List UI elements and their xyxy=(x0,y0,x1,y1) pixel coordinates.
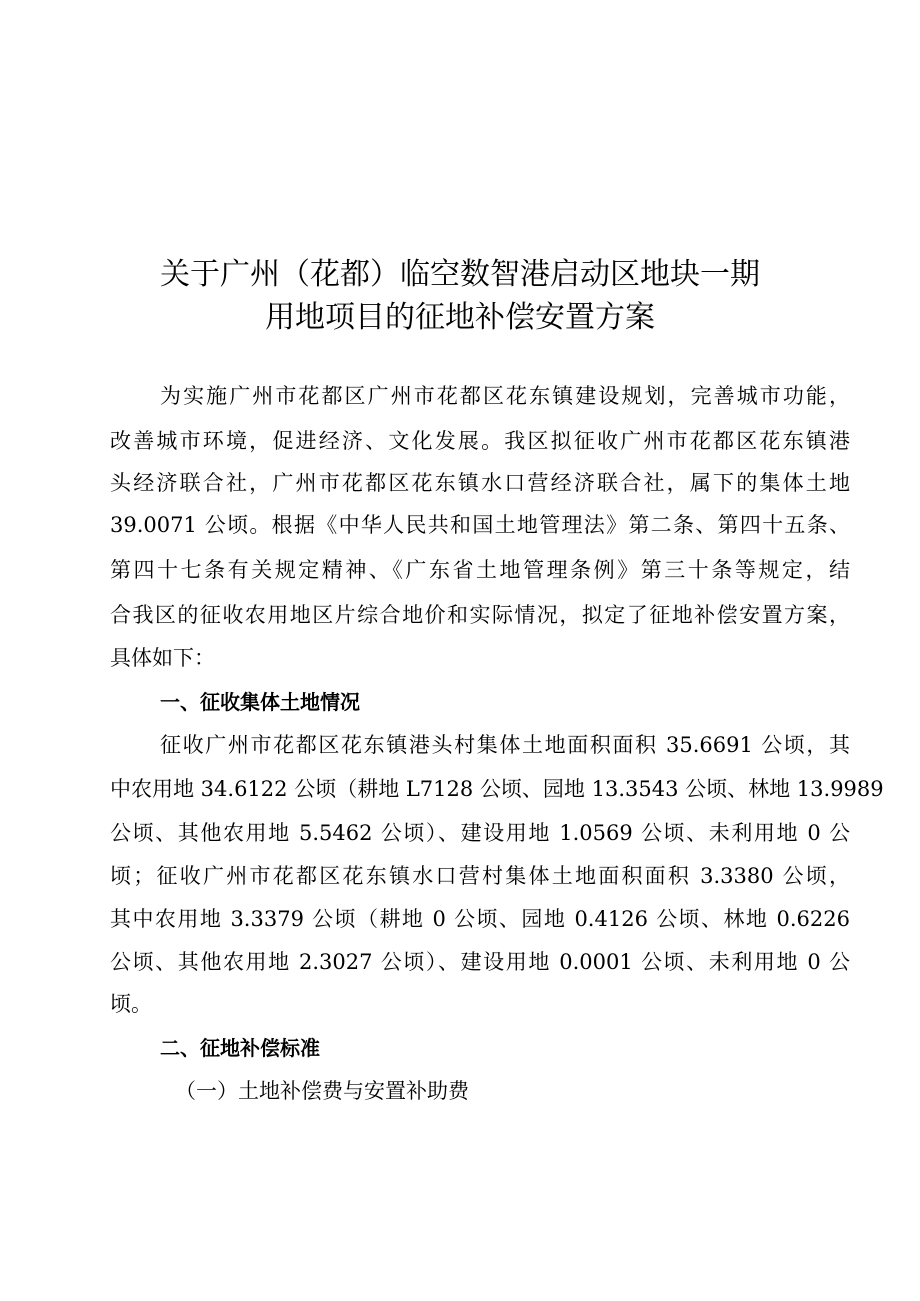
intro-paragraph-line: 头经济联合社，广州市花都区花东镇水口营经济联合社，属下的集体土地 xyxy=(110,471,850,495)
intro-paragraph-line: 合我区的征收农用地区片综合地价和实际情况，拟定了征地补偿安置方案， xyxy=(110,603,850,627)
intro-paragraph-line: 39.0071 公顷。根据《中华人民共和国土地管理法》第二条、第四十五条、 xyxy=(110,513,850,537)
section1-paragraph-line: 顷。 xyxy=(110,992,152,1016)
intro-paragraph-line: 为实施广州市花都区广州市花都区花东镇建设规划，完善城市功能， xyxy=(160,384,850,408)
section1-paragraph-line: 公顷、其他农用地 5.5462 公顷）、建设用地 1.0569 公顷、未利用地 0 公 xyxy=(110,821,850,845)
document-title-line-1: 关于广州（花都）临空数智港启动区地块一期 xyxy=(160,257,760,292)
intro-paragraph-line: 具体如下： xyxy=(110,646,215,670)
section1-paragraph-line: 中农用地 34.6122 公顷（耕地 L7128 公顷、园地 13.3543 公顷、林地 13.9989 xyxy=(110,777,884,801)
section1-paragraph-line: 顷；征收广州市花都区花东镇水口营村集体土地面积面积 3.3380 公顷， xyxy=(110,864,850,888)
section-heading-2: 二、征地补偿标准 xyxy=(160,1036,320,1060)
subsection-heading: （一）土地补偿费与安置补助费 xyxy=(175,1079,469,1103)
section-heading-1: 一、征收集体土地情况 xyxy=(160,690,360,714)
section1-paragraph-line: 公顷、其他农用地 2.3027 公顷）、建设用地 0.0001 公顷、未利用地 0 公 xyxy=(110,950,850,974)
section1-paragraph-line: 征收广州市花都区花东镇港头村集体土地面积面积 35.6691 公顷，其 xyxy=(160,733,850,757)
section1-paragraph-line: 其中农用地 3.3379 公顷（耕地 0 公顷、园地 0.4126 公顷、林地 0.6226 xyxy=(110,907,850,931)
intro-paragraph-line: 第四十七条有关规定精神、《广东省土地管理条例》第三十条等规定，结 xyxy=(110,558,850,582)
document-title-line-2: 用地项目的征地补偿安置方案 xyxy=(265,300,655,335)
intro-paragraph-line: 改善城市环境，促进经济、文化发展。我区拟征收广州市花都区花东镇港 xyxy=(110,429,850,453)
